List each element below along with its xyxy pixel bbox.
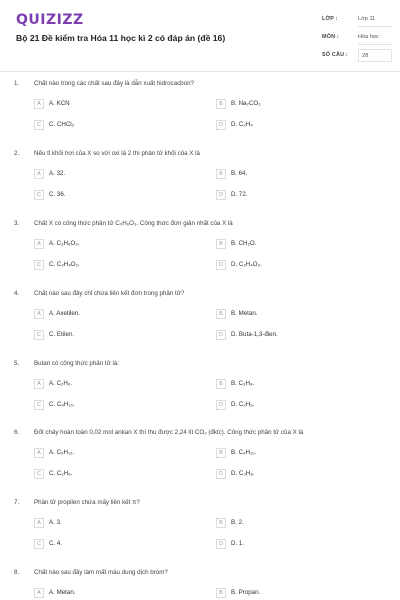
answer-option[interactable] bbox=[34, 190, 194, 202]
worksheet-header bbox=[0, 0, 400, 72]
answer-option[interactable] bbox=[34, 518, 194, 530]
meta-row-class bbox=[322, 13, 392, 31]
meta-value-question-count: 28 bbox=[358, 49, 392, 62]
question-number: 3. bbox=[14, 220, 20, 227]
answer-option[interactable] bbox=[34, 99, 194, 111]
option-letter-box: B bbox=[216, 99, 226, 109]
option-letter-box: D bbox=[216, 330, 226, 340]
option-text: A. Axetilen. bbox=[49, 310, 80, 317]
question-number: 2. bbox=[14, 150, 20, 157]
answer-option[interactable] bbox=[34, 120, 194, 132]
answer-option[interactable] bbox=[216, 539, 376, 551]
meta-label: SỐ CÂU : bbox=[322, 52, 348, 58]
option-letter-box: C bbox=[34, 260, 44, 270]
meta-value-class: Lớp 11 bbox=[358, 13, 392, 27]
answer-option[interactable] bbox=[34, 239, 194, 251]
answer-option[interactable] bbox=[216, 400, 376, 412]
meta-info-panel bbox=[322, 13, 392, 67]
option-text: B. C₃H₈. bbox=[231, 380, 255, 387]
answer-option[interactable] bbox=[216, 588, 376, 600]
option-letter-box: D bbox=[216, 260, 226, 270]
option-text: B. Metan. bbox=[231, 310, 258, 317]
option-letter-box: D bbox=[216, 400, 226, 410]
answer-option[interactable] bbox=[216, 169, 376, 181]
answer-option[interactable] bbox=[216, 99, 376, 111]
question-number: 4. bbox=[14, 290, 20, 297]
option-letter-box: B bbox=[216, 169, 226, 179]
option-letter-box: B bbox=[216, 448, 226, 458]
option-text: D. C₂H₆. bbox=[231, 401, 255, 408]
option-letter-box: A bbox=[34, 309, 44, 319]
answer-option[interactable] bbox=[216, 120, 376, 132]
question-number: 6. bbox=[14, 429, 20, 436]
option-letter-box: A bbox=[34, 448, 44, 458]
option-letter-box: A bbox=[34, 169, 44, 179]
option-text: B. C₄H₁₀. bbox=[231, 449, 257, 456]
answer-option[interactable] bbox=[216, 190, 376, 202]
question-item bbox=[0, 429, 400, 499]
answer-option[interactable] bbox=[216, 448, 376, 460]
question-item bbox=[0, 80, 400, 150]
meta-label: MÔN : bbox=[322, 34, 339, 40]
question-item bbox=[0, 360, 400, 430]
option-text: A. KCN bbox=[49, 100, 70, 107]
question-text: Chất X có công thức phân tử C₃H₆O₃. Công thức đơn giản nhất của X là bbox=[34, 220, 233, 227]
meta-value-subject: Hóa học bbox=[358, 31, 392, 45]
question-item bbox=[0, 499, 400, 569]
option-text: A. C₂H₆. bbox=[49, 380, 73, 387]
question-text: Chất nào trong các chất sau đây là dẫn xuất hidrocacbon? bbox=[34, 80, 194, 87]
option-letter-box: A bbox=[34, 239, 44, 249]
answer-option[interactable] bbox=[34, 400, 194, 412]
option-text: C. CHCl₃ bbox=[49, 121, 75, 128]
question-item bbox=[0, 290, 400, 360]
option-text: A. 3. bbox=[49, 519, 62, 526]
option-text: B. Propan. bbox=[231, 589, 261, 596]
question-number: 5. bbox=[14, 360, 20, 367]
answer-option[interactable] bbox=[34, 588, 194, 600]
answer-option[interactable] bbox=[216, 469, 376, 481]
answer-option[interactable] bbox=[34, 379, 194, 391]
option-text: A. C₅H₁₂. bbox=[49, 449, 75, 456]
question-number: 7. bbox=[14, 499, 20, 506]
meta-row-subject bbox=[322, 31, 392, 49]
option-letter-box: C bbox=[34, 330, 44, 340]
answer-option[interactable] bbox=[216, 260, 376, 272]
question-text: Đốt cháy hoàn toàn 0,02 mol ankan X thì thu được 2,24 lít CO₂ (đktc). Công thức phân tử của X là bbox=[34, 429, 304, 436]
option-letter-box: D bbox=[216, 469, 226, 479]
question-text: Butan có công thức phân tử là: bbox=[34, 360, 119, 367]
answer-option[interactable] bbox=[216, 239, 376, 251]
option-text: B. 64. bbox=[231, 170, 248, 177]
option-text: B. CH₂O. bbox=[231, 240, 257, 247]
question-text: Nếu tỉ khối hơi của X so với oxi là 2 thì phân tử khối của X là bbox=[34, 150, 200, 157]
answer-option[interactable] bbox=[216, 330, 376, 342]
option-text: C. C₂H₆. bbox=[49, 470, 73, 477]
option-letter-box: B bbox=[216, 379, 226, 389]
answer-option[interactable] bbox=[34, 169, 194, 181]
option-text: C. Etilen. bbox=[49, 331, 75, 338]
option-text: C. 36. bbox=[49, 191, 66, 198]
meta-label: LỚP : bbox=[322, 16, 338, 22]
answer-option[interactable] bbox=[34, 469, 194, 481]
option-text: C. C₄H₁₀. bbox=[49, 401, 75, 408]
option-text: D. 1. bbox=[231, 540, 245, 547]
option-text: B. 2. bbox=[231, 519, 244, 526]
answer-option[interactable] bbox=[216, 379, 376, 391]
option-letter-box: B bbox=[216, 309, 226, 319]
question-text: Chất nào sau đây làm mất màu dung dịch brom? bbox=[34, 569, 168, 576]
option-letter-box: D bbox=[216, 120, 226, 130]
answer-option[interactable] bbox=[216, 309, 376, 321]
option-text: B. Na₂CO₃ bbox=[231, 100, 261, 107]
option-text: A. C₃H₆O₃. bbox=[49, 240, 80, 247]
question-number: 8. bbox=[14, 569, 20, 576]
option-text: D. 72. bbox=[231, 191, 248, 198]
option-letter-box: C bbox=[34, 400, 44, 410]
question-item bbox=[0, 150, 400, 220]
question-item bbox=[0, 569, 400, 600]
option-letter-box: D bbox=[216, 190, 226, 200]
question-text: Phân tử propilen chứa mấy liên kết π? bbox=[34, 499, 140, 506]
option-text: A. Metan. bbox=[49, 589, 76, 596]
answer-option[interactable] bbox=[34, 260, 194, 272]
option-text: A. 32. bbox=[49, 170, 66, 177]
question-item bbox=[0, 220, 400, 290]
option-text: D. C₃H₈. bbox=[231, 470, 255, 477]
option-text: C. 4. bbox=[49, 540, 63, 547]
answer-option[interactable] bbox=[34, 539, 194, 551]
meta-row-question-count bbox=[322, 49, 392, 67]
option-text: C. C₂H₄O₂. bbox=[49, 261, 80, 268]
option-text: D. C₂H₄O₂. bbox=[231, 261, 262, 268]
option-letter-box: D bbox=[216, 539, 226, 549]
answer-option[interactable] bbox=[216, 518, 376, 530]
answer-option[interactable] bbox=[34, 330, 194, 342]
option-letter-box: C bbox=[34, 120, 44, 130]
option-letter-box: C bbox=[34, 539, 44, 549]
option-letter-box: C bbox=[34, 190, 44, 200]
option-text: D. C₂H₄ bbox=[231, 121, 253, 128]
option-letter-box: A bbox=[34, 99, 44, 109]
option-letter-box: A bbox=[34, 588, 44, 598]
option-text: D. Buta-1,3-đien. bbox=[231, 331, 278, 338]
question-text: Chất nào sau đây chỉ chứa liên kết đơn trong phân tử? bbox=[34, 290, 185, 297]
option-letter-box: C bbox=[34, 469, 44, 479]
answer-option[interactable] bbox=[34, 309, 194, 321]
option-letter-box: A bbox=[34, 379, 44, 389]
answer-option[interactable] bbox=[34, 448, 194, 460]
option-letter-box: B bbox=[216, 239, 226, 249]
question-number: 1. bbox=[14, 80, 20, 87]
option-letter-box: B bbox=[216, 518, 226, 528]
option-letter-box: A bbox=[34, 518, 44, 528]
quizizz-logo: QUIZIZZ bbox=[16, 12, 84, 28]
document-title: Bộ 21 Đề kiểm tra Hóa 11 học kì 2 có đáp án (đề 16) bbox=[16, 33, 226, 43]
option-letter-box: B bbox=[216, 588, 226, 598]
